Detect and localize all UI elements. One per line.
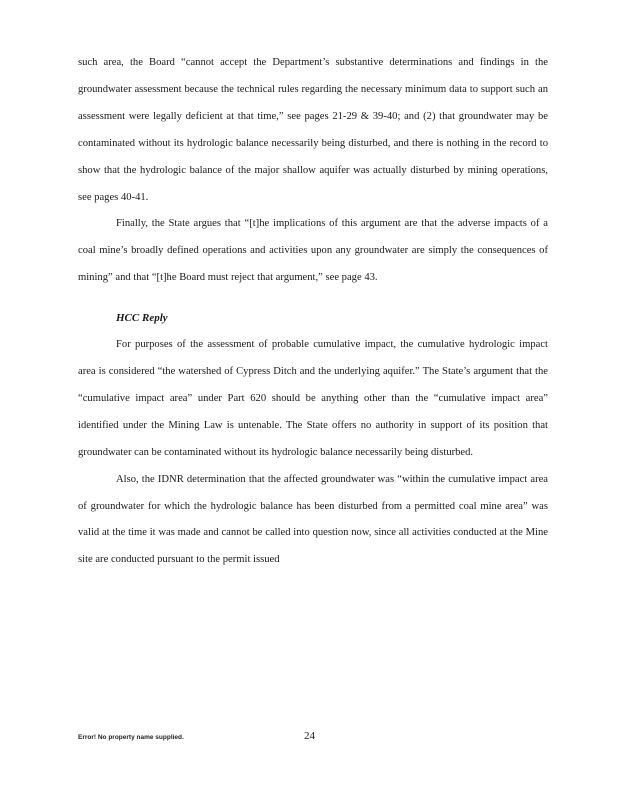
document-body — [78, 50, 548, 574]
paragraph-2: Finally, the State argues that “[t]he implications of this argument are that the adverse impacts of a coal mine’s broadly defined operations and activities upon any groundwater are simply the consequences of mining” and that “[t]he Board must reject that argument,” see page 43. — [78, 218, 548, 284]
page-number: 24 — [304, 730, 315, 742]
paragraph-1: such area, the Board “cannot accept the Department’s substantive determinations and findings in the groundwater assessment because the technical rules regarding the necessary minimum data to support such an assessment were legally deficient at that time,” see pages 21-29 & 39-40; and (2) that groundwater may be contaminated without its hydrologic balance necessarily being disturbed, and there is nothing in the record to show that the hydrologic balance of the major shallow aquifer was actually disturbed by mining operations, see pages 40-41. — [78, 57, 548, 203]
paragraph-4: Also, the IDNR determination that the affected groundwater was “within the cumulative impact area of groundwater for which the hydrologic balance has been disturbed from a permitted coal mine area” was valid at the time it was made and cannot be called into question now, since all activities conducted at the Mine site are conducted pursuant to the permit issued — [78, 473, 548, 566]
paragraph-3: For purposes of the assessment of probable cumulative impact, the cumulative hydrologic impact area is considered “the watershed of Cypress Ditch and the underlying aquifer.” The State’s argument that the “cumulative impact area” under Part 620 should be anything other than the “cumulative impact area” identified under the Mining Law is untenable. The State offers no authority in support of its position that groundwater can be contaminated without its hydrologic balance necessarily being disturbed. — [78, 339, 548, 458]
section-heading: HCC Reply — [116, 312, 168, 325]
footer-property-error: Error! No property name supplied. — [78, 734, 184, 741]
heading-spacer — [78, 292, 548, 305]
